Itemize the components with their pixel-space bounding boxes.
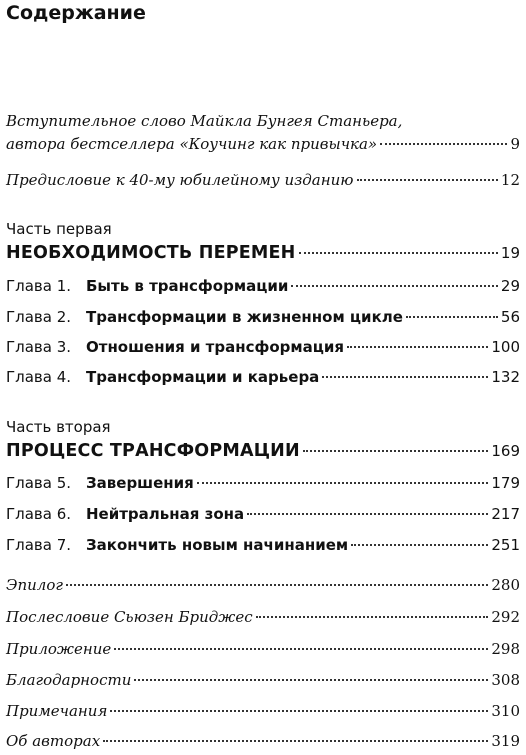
chapter-title: Трансформации в жизненном цикле (86, 308, 403, 326)
dot-leader (247, 512, 488, 515)
chapter-title: Трансформации и карьера (86, 368, 320, 386)
entry-label: Послесловие Сьюзен Бриджес (6, 608, 253, 626)
dot-leader (103, 739, 488, 742)
page-number: 280 (491, 576, 520, 594)
dot-leader (380, 142, 507, 145)
part-label: Часть первая (6, 220, 112, 238)
toc-entry-chapter-5[interactable] (6, 474, 520, 492)
dot-leader (347, 345, 488, 348)
toc-entry-acknowledgments[interactable] (6, 671, 520, 689)
dot-leader (197, 481, 489, 484)
chapter-number: Глава 2. (6, 308, 72, 326)
part-label: Часть вторая (6, 418, 111, 436)
page-number: 179 (491, 474, 520, 492)
page-number: 217 (491, 505, 520, 523)
page-title: Содержание (6, 2, 146, 24)
toc-entry-appendix[interactable] (6, 640, 520, 658)
foreword-line2: автора бестселлера «Коучинг как привычка» (6, 135, 378, 153)
toc-entry-afterword[interactable] (6, 608, 520, 626)
toc-entry-notes[interactable] (6, 702, 520, 720)
page-number: 132 (491, 368, 520, 386)
entry-label: Эпилог (6, 576, 63, 594)
dot-leader (357, 178, 498, 181)
entry-label: Предисловие к 40-му юбилейному изданию (6, 171, 354, 189)
chapter-number: Глава 6. (6, 505, 72, 523)
chapter-title: Закончить новым начинанием (86, 536, 349, 554)
chapter-number: Глава 5. (6, 474, 72, 492)
entry-label: Примечания (6, 702, 108, 720)
entry-label: Приложение (6, 640, 112, 658)
dot-leader (303, 449, 489, 452)
page-number: 56 (500, 308, 520, 326)
dot-leader (110, 709, 488, 712)
chapter-title: Завершения (86, 474, 194, 492)
page-number: 310 (491, 702, 520, 720)
page-number: 319 (491, 732, 520, 750)
chapter-title: Отношения и трансформация (86, 338, 345, 356)
toc-entry-foreword[interactable] (6, 110, 520, 156)
dot-leader (256, 615, 489, 618)
chapter-number: Глава 1. (6, 277, 72, 295)
toc-entry-preface[interactable] (6, 171, 520, 189)
toc-entry-chapter-2[interactable] (6, 308, 520, 326)
page-number: 100 (491, 338, 520, 356)
page-number: 29 (500, 277, 520, 295)
page-number: 308 (491, 671, 520, 689)
foreword-line2-row (6, 133, 520, 156)
page-number: 292 (491, 608, 520, 626)
toc-entry-chapter-6[interactable] (6, 505, 520, 523)
chapter-number: Глава 3. (6, 338, 72, 356)
page-number: 298 (491, 640, 520, 658)
chapter-number: Глава 4. (6, 368, 72, 386)
page-number: 9 (510, 135, 520, 153)
dot-leader (114, 647, 488, 650)
dot-leader (291, 284, 498, 287)
dot-leader (351, 543, 488, 546)
toc-entry-about-authors[interactable] (6, 732, 520, 750)
foreword-line1: Вступительное слово Майкла Бунгея Станьера, (6, 112, 403, 130)
toc-entry-chapter-7[interactable] (6, 536, 520, 554)
toc-entry-chapter-1[interactable] (6, 277, 520, 295)
part-title: НЕОБХОДИМОСТЬ ПЕРЕМЕН (6, 243, 296, 263)
toc-entry-part1[interactable] (6, 243, 520, 263)
page-number: 169 (491, 442, 520, 460)
page-number: 19 (500, 244, 520, 262)
dot-leader (134, 678, 488, 681)
part-title: ПРОЦЕСС ТРАНСФОРМАЦИИ (6, 441, 300, 461)
page-number: 12 (500, 171, 520, 189)
dot-leader (299, 251, 498, 254)
entry-label: Благодарности (6, 671, 132, 689)
chapter-number: Глава 7. (6, 536, 72, 554)
toc-entry-chapter-3[interactable] (6, 338, 520, 356)
page-number: 251 (491, 536, 520, 554)
chapter-title: Быть в трансформации (86, 277, 289, 295)
dot-leader (322, 375, 488, 378)
toc-entry-epilogue[interactable] (6, 576, 520, 594)
dot-leader (406, 315, 498, 318)
chapter-title: Нейтральная зона (86, 505, 245, 523)
toc-entry-part2[interactable] (6, 441, 520, 461)
entry-label: Об авторах (6, 732, 101, 750)
dot-leader (66, 583, 488, 586)
toc-entry-chapter-4[interactable] (6, 368, 520, 386)
